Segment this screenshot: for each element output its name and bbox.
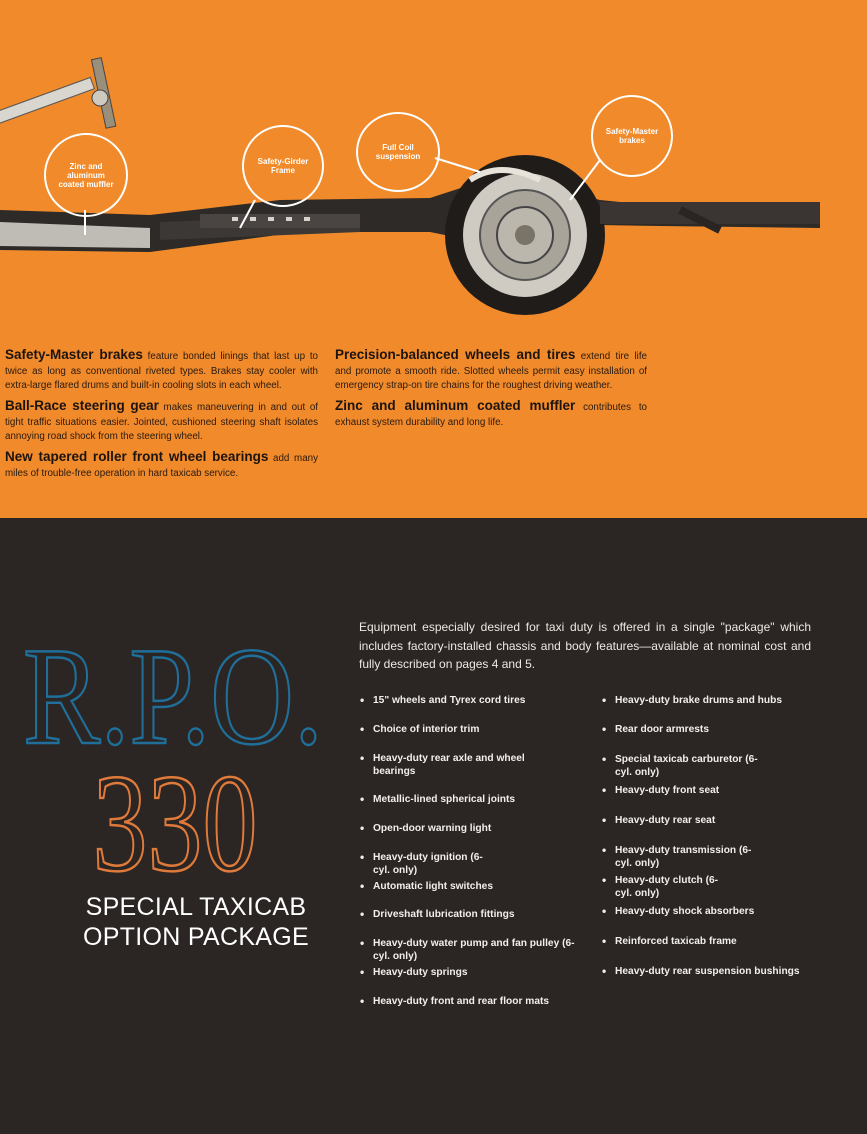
feature-brakes bbox=[5, 348, 318, 394]
callout-suspension-label: Full Coil suspension bbox=[375, 143, 421, 161]
feature-heading: Ball-Race steering gear bbox=[5, 398, 159, 413]
feature-heading: Safety-Master brakes bbox=[5, 347, 143, 362]
callout-suspension bbox=[356, 112, 440, 192]
list-item: • Heavy-duty rear suspension bushings bbox=[602, 965, 845, 978]
rpo-intro: Equipment especially desired for taxi duty is offered in a single "package" which includes factory-installed chassis and body features—available at nominal cost and fully described on pages 4 and 5. bbox=[359, 620, 811, 671]
list-item: • Automatic light switches bbox=[360, 880, 593, 893]
feature-heading: Zinc and aluminum coated muffler bbox=[335, 398, 576, 413]
feature-body: makes maneuvering in and out of tight traffic situations easier. Jointed, cushioned steering shaft isolates annoying road shock from the steering wheel. bbox=[5, 402, 318, 442]
feature-body: feature bonded linings that last up to twice as long as conventional riveted types. Brakes stay cooler with extra-large flared drums and built-in cooling slots in each wheel. bbox=[5, 351, 318, 391]
list-item: • Heavy-duty transmission (6-cyl. only) bbox=[602, 844, 765, 870]
feature-steering bbox=[5, 399, 318, 445]
list-item: • Driveshaft lubrication fittings bbox=[360, 908, 593, 921]
list-item: • Heavy-duty rear seat bbox=[602, 814, 845, 827]
rpo-subtitle-line2: OPTION PACKAGE bbox=[82, 923, 309, 951]
feature-wheels bbox=[335, 348, 647, 394]
list-item: • Heavy-duty brake drums and hubs bbox=[602, 694, 845, 707]
list-item: • Heavy-duty shock absorbers bbox=[602, 905, 845, 918]
rpo-subtitle-line1: SPECIAL TAXICAB bbox=[85, 893, 307, 921]
list-item: • Choice of interior trim bbox=[360, 723, 593, 736]
feature-heading: New tapered roller front wheel bearings bbox=[5, 449, 269, 464]
list-item: • Metallic-lined spherical joints bbox=[360, 793, 593, 806]
callout-brakes bbox=[591, 95, 673, 177]
callout-brakes-label: Safety-Master brakes bbox=[605, 127, 659, 145]
list-item: • Heavy-duty front seat bbox=[602, 784, 845, 797]
feature-body: add many miles of trouble-free operation in hard taxicab service. bbox=[5, 453, 319, 479]
callout-frame bbox=[242, 125, 324, 207]
callout-muffler-label: Zinc and aluminum coated muffler bbox=[58, 161, 114, 189]
list-item: • Open-door warning light bbox=[360, 822, 593, 835]
list-item: • Reinforced taxicab frame bbox=[602, 935, 845, 948]
callout-muffler bbox=[44, 133, 128, 217]
rpo-subtitle bbox=[80, 892, 312, 952]
list-item: • Heavy-duty rear axle and wheel bearings bbox=[360, 752, 563, 778]
list-item: • Special taxicab carburetor (6-cyl. only) bbox=[602, 753, 765, 779]
feature-body: extend tire life and promote a smooth ride. Slotted wheels permit easy installation of emergency strap-on tire chains for the roughest driving weather. bbox=[335, 351, 647, 391]
list-item: • Heavy-duty water pump and fan pulley (6-cyl. only) bbox=[360, 937, 578, 963]
list-item: • Heavy-duty clutch (6-cyl. only) bbox=[602, 874, 735, 900]
rpo-number bbox=[90, 746, 260, 901]
feature-muffler bbox=[335, 399, 647, 430]
feature-body: contributes to exhaust system durability and long life. bbox=[335, 402, 647, 428]
rpo-number-text: 330 bbox=[92, 746, 258, 901]
list-item: • Rear door armrests bbox=[602, 723, 845, 736]
list-item: • 15" wheels and Tyrex cord tires bbox=[360, 694, 593, 707]
list-item: • Heavy-duty springs bbox=[360, 966, 593, 979]
rpo-title-text: R.P.O. bbox=[23, 619, 323, 774]
feature-heading: Precision-balanced wheels and tires bbox=[335, 347, 576, 362]
callout-frame-label: Safety-Girder Frame bbox=[257, 157, 309, 175]
rpo-title bbox=[18, 615, 328, 774]
list-item: • Heavy-duty ignition (6-cyl. only) bbox=[360, 851, 493, 877]
list-item: • Heavy-duty front and rear floor mats bbox=[360, 995, 593, 1008]
feature-bearings bbox=[5, 450, 318, 481]
